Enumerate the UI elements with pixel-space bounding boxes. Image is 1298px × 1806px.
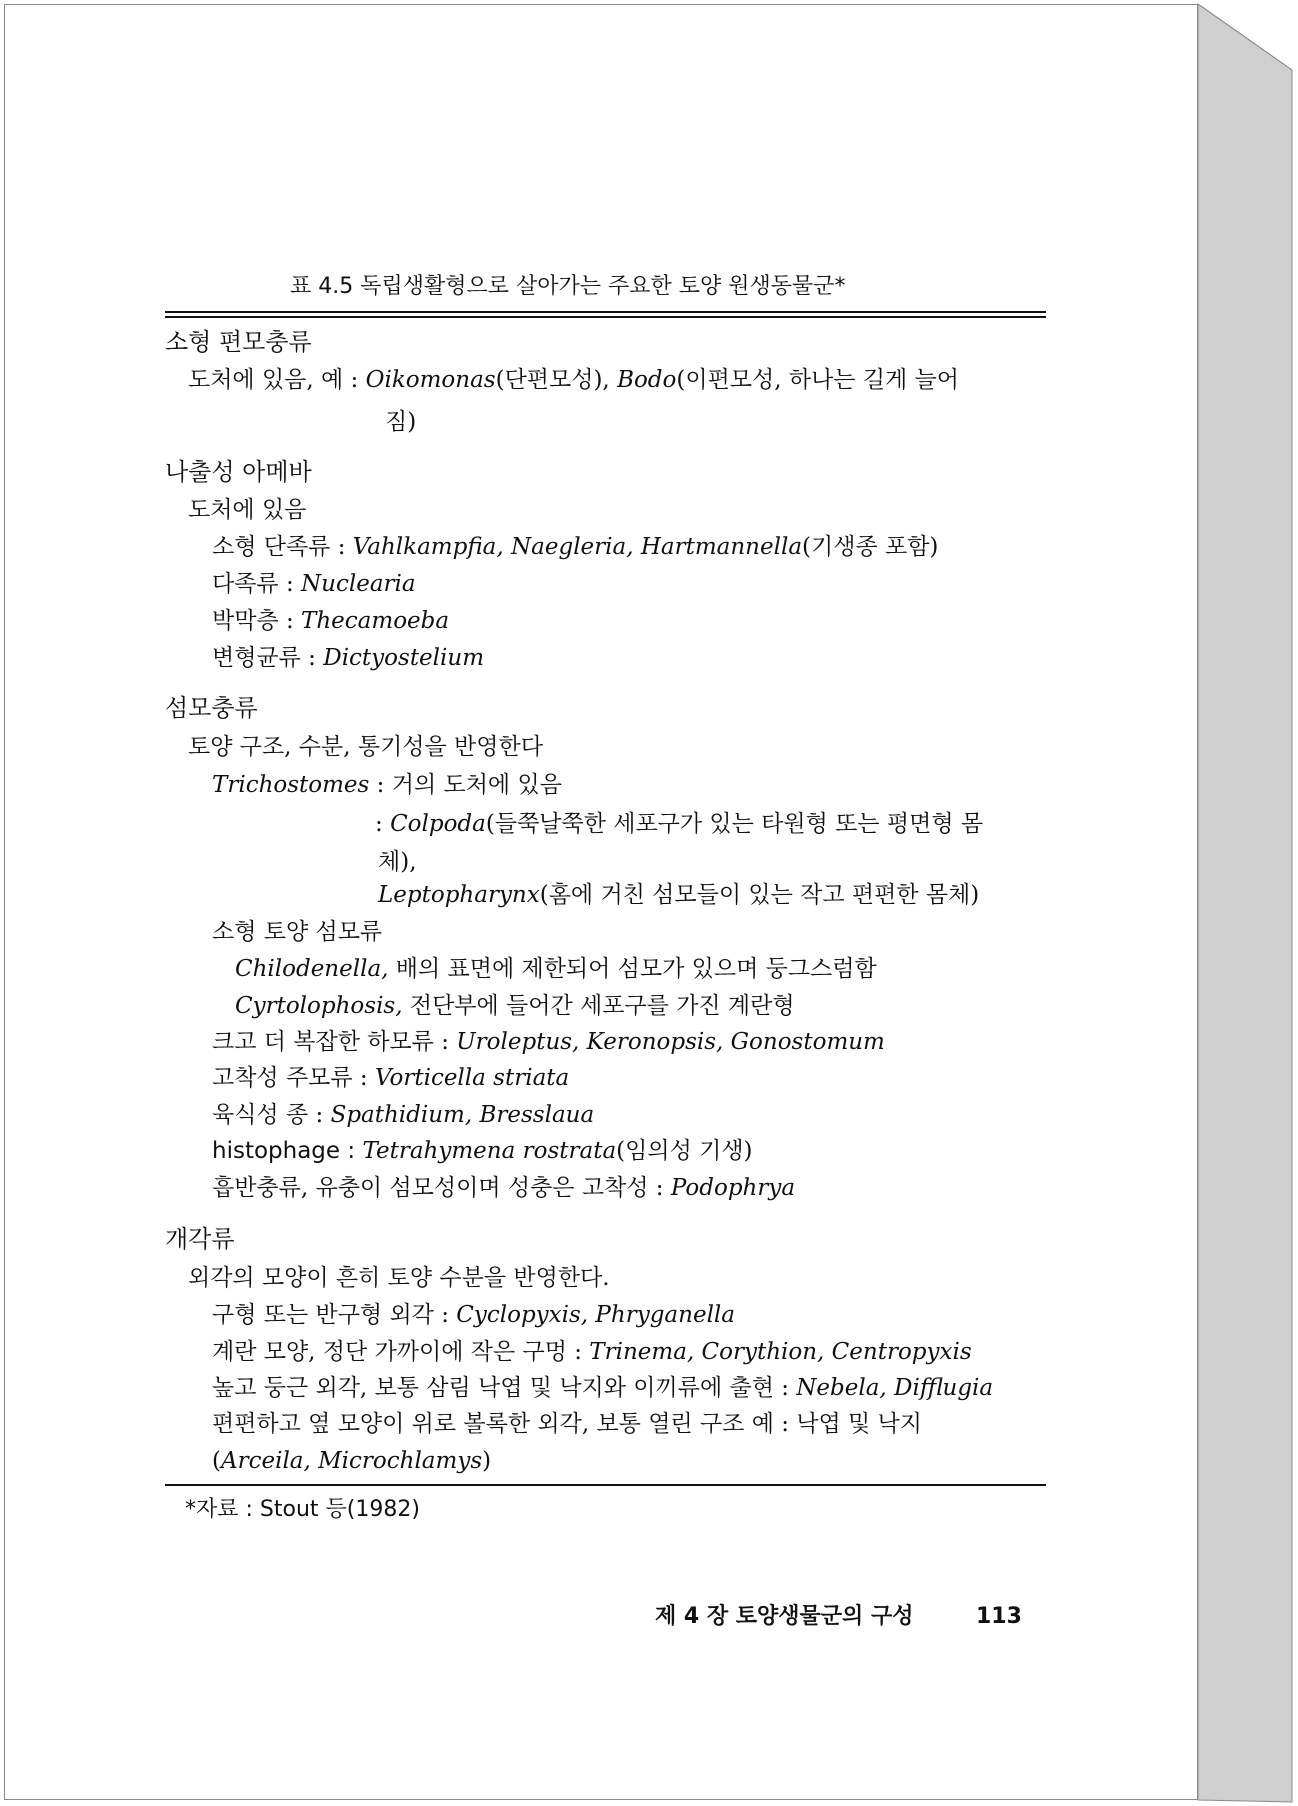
ciliates-small-heading: 소형 토양 섬모류 [212,919,383,945]
trichostomes-desc: : 거의 도처에 있음 [369,772,562,798]
bottom-rule [165,1484,1046,1486]
histophage-post: (임의성 기생) [616,1138,753,1164]
spherical-pre: 구형 또는 반구형 외각 : [212,1302,457,1328]
amoebae-item-1 [212,532,938,562]
amoebae-item-1-post: (기생종 포함) [802,534,939,560]
testate-sub: 외각의 모양이 흔히 토양 수분을 반영한다. [188,1265,610,1291]
predatory-taxa: Spathidium, Bresslaua [330,1102,595,1128]
testate-spherical [212,1300,735,1330]
testate-flat: 편편하고 옆 모양이 위로 볼록한 외각, 보통 열린 구조 예 : 낙엽 및 낙지 [212,1411,922,1437]
ciliates-colpoda-cont: 체), [378,849,417,875]
ciliates-histophage [212,1136,753,1166]
section-heading-ciliates: 섬모충류 [165,694,258,722]
testate-tall [212,1373,993,1403]
amoebae-item-4-pre: 변형균류 : [212,645,324,671]
flat-cont-close: ) [482,1448,492,1474]
section-heading-testate: 개각류 [165,1225,235,1253]
egg-taxa: Trinema, Corythion, Centropyxis [589,1339,972,1365]
ciliates-colpoda [375,809,983,839]
ciliates-chilodenella [235,954,877,984]
taxon-trichostomes: Trichostomes [212,772,370,798]
ciliates-trichostomes [212,770,562,800]
taxon-bodo: Bodo [617,367,677,393]
suctoria-pre: 흡반충류, 유충이 섬모성이며 성충은 고착성 : [212,1175,671,1201]
testate-flat-cont [212,1446,491,1476]
flagellates-line-1-pre: 도처에 있음, 예 : [188,367,366,393]
amoebae-sub: 도처에 있음 [188,497,307,523]
ciliates-sessile [212,1063,569,1093]
egg-pre: 계란 모양, 정단 가까이에 작은 구멍 : [212,1339,590,1365]
large-taxa: Uroleptus, Keronopsis, Gonostomum [456,1029,885,1055]
predatory-pre: 육식성 종 : [212,1102,331,1128]
ciliates-cyrtolophosis [235,991,795,1021]
histophage-taxa: Tetrahymena rostrata [362,1138,617,1164]
footer-chapter: 제 4 장 토양생물군의 구성 [655,1604,914,1629]
flat-taxa: Arceila, Microchlamys [220,1448,483,1474]
flagellates-line-1-post: (이편모성, 하나는 길게 늘어 [676,367,960,393]
leptopharynx-desc: (홈에 거친 섬모들이 있는 작고 편편한 몸체) [539,882,980,908]
amoebae-item-1-taxa: Vahlkampfia, Naegleria, Hartmannella [352,534,803,560]
amoebae-item-3 [212,606,449,636]
colpoda-pre: : [375,811,391,837]
ciliates-predatory [212,1100,594,1130]
ciliates-leptopharynx [378,880,979,910]
amoebae-item-2-taxa: Nuclearia [301,571,416,597]
amoebae-item-4 [212,643,484,673]
sessile-taxa: Vorticella striata [375,1065,570,1091]
testate-egg [212,1337,972,1367]
amoebae-item-3-pre: 박막층 : [212,608,302,634]
taxon-leptopharynx: Leptopharynx [378,882,540,908]
taxon-cyrtolophosis: Cyrtolophosis, [235,993,403,1019]
amoebae-item-2 [212,569,416,599]
amoebae-item-4-taxa: Dictyostelium [323,645,485,671]
top-rule-2 [165,316,1046,318]
sessile-pre: 고착성 주모류 : [212,1065,375,1091]
amoebae-item-2-pre: 다족류 : [212,571,302,597]
ciliates-large [212,1027,885,1057]
large-pre: 크고 더 복잡한 하모류 : [212,1029,457,1055]
taxon-colpoda: Colpoda [390,811,486,837]
top-rule-1 [165,311,1046,313]
tall-pre: 높고 둥근 외각, 보통 삼림 낙엽 및 낙지와 이끼류에 출현 : [212,1375,797,1401]
suctoria-taxa: Podophrya [670,1175,796,1201]
flagellates-line-1 [188,365,959,395]
taxon-chilodenella: Chilodenella, [235,956,389,982]
flagellates-line-2: 짐) [385,409,417,435]
ciliates-sub: 토양 구조, 수분, 통기성을 반영한다 [188,734,543,760]
page-number: 113 [976,1604,1022,1629]
taxon-oikomonas: Oikomonas [365,367,496,393]
section-heading-amoebae: 나출성 아메바 [165,458,312,486]
colpoda-desc: (들쭉날쭉한 세포구가 있는 타원형 또는 평면형 몸 [485,811,984,837]
spherical-taxa: Cyclopyxis, Phryganella [456,1302,735,1328]
chilodenella-desc: 배의 표면에 제한되어 섬모가 있으며 둥그스럼함 [388,956,877,982]
section-heading-flagellates: 소형 편모충류 [165,328,312,356]
flat-cont-open: ( [212,1448,221,1474]
ciliates-suctoria [212,1173,795,1203]
source-note: *자료 : Stout 등(1982) [185,1497,420,1522]
flagellates-line-1-mid: (단편모성), [495,367,618,393]
amoebae-item-3-taxa: Thecamoeba [301,608,450,634]
tall-taxa: Nebela, Difflugia [796,1375,994,1401]
table-title: 표 4.5 독립생활형으로 살아가는 주요한 토양 원생동물군* [290,274,846,299]
cyrtolophosis-desc: 전단부에 들어간 세포구를 가진 계란형 [402,993,795,1019]
histophage-pre: histophage : [212,1138,363,1164]
amoebae-item-1-pre: 소형 단족류 : [212,534,353,560]
